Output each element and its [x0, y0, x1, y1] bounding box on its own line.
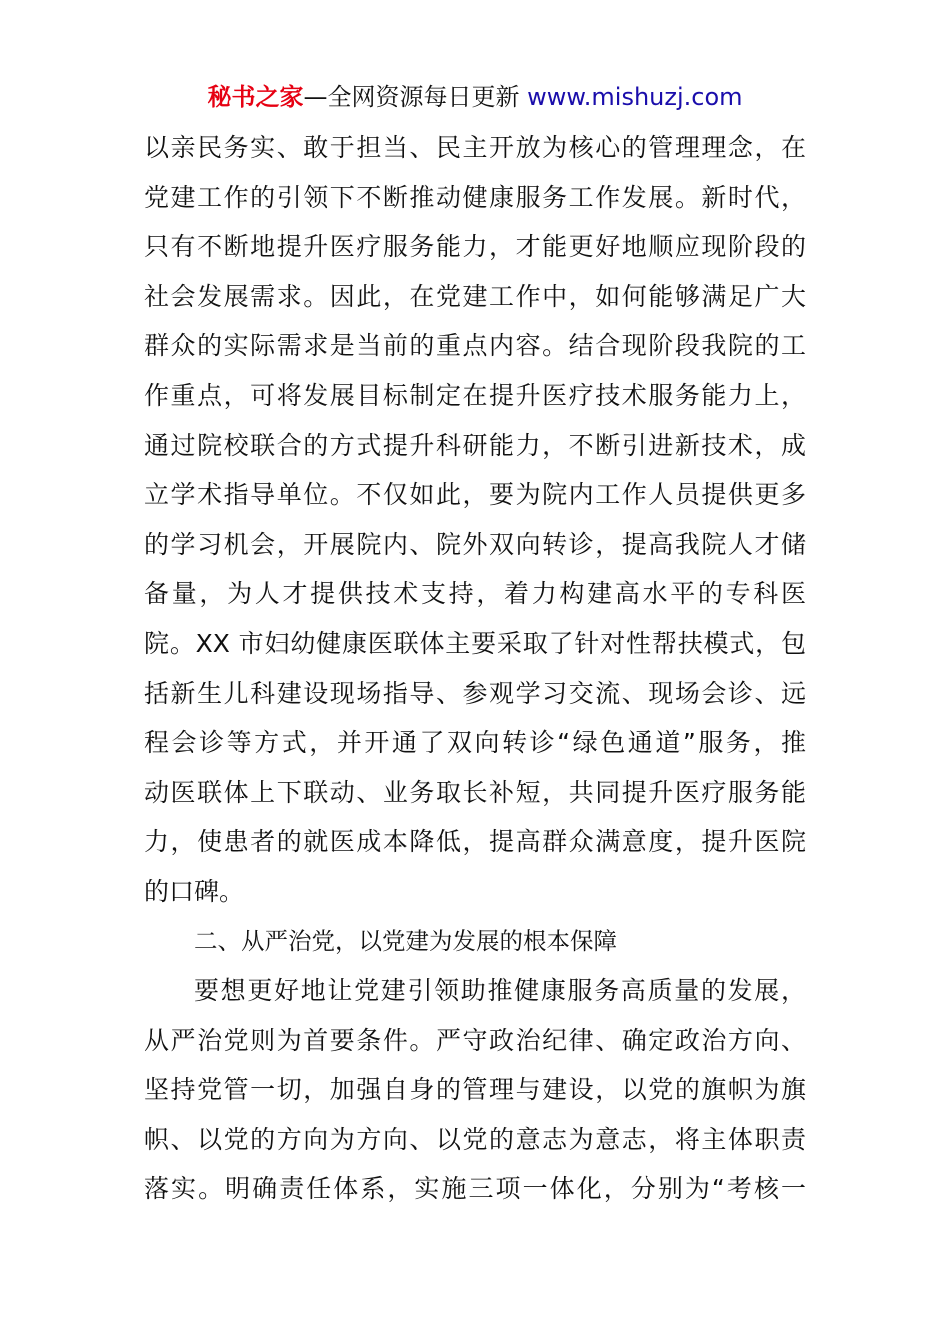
body-line: 坚持党管一切，加强自身的管理与建设，以党的旗帜为旗 [144, 1075, 806, 1105]
paragraph-first-line: 要想更好地让党建引领助推健康服务高质量的发展， [194, 976, 806, 1006]
body-line: 以亲民务实、敢于担当、民主开放为核心的管理理念，在 [144, 133, 806, 162]
body-line: 备量，为人才提供技术支持，着力构建高水平的专科医 [144, 579, 806, 609]
site-header [0, 80, 950, 114]
body-line: 院。XX 市妇幼健康医联体主要采取了针对性帮扶模式，包 [144, 628, 806, 658]
header-tagline: —全网资源每日更新 [303, 83, 520, 111]
body-line: 括新生儿科建设现场指导、参观学习交流、现场会诊、远 [144, 678, 806, 708]
body-line: 立学术指导单位。不仅如此，要为院内工作人员提供更多 [144, 480, 806, 510]
brand-name: 秘书之家 [207, 83, 304, 111]
body-line: 党建工作的引领下不断推动健康服务工作发展。新时代， [144, 182, 806, 212]
section-heading: 二、从严治党，以党建为发展的根本保障 [194, 926, 617, 955]
body-line: 的学习机会，开展院内、院外双向转诊，提高我院人才储 [144, 529, 806, 559]
body-line: 作重点，可将发展目标制定在提升医疗技术服务能力上， [144, 380, 806, 410]
body-line: 社会发展需求。因此，在党建工作中，如何能够满足广大 [144, 281, 806, 311]
document-body [144, 123, 806, 1214]
body-line: 程会诊等方式，并开通了双向转诊“绿色通道”服务，推 [144, 728, 806, 758]
body-line: 通过院校联合的方式提升科研能力，不断引进新技术，成 [144, 430, 806, 460]
body-line: 从严治党则为首要条件。严守政治纪律、确定政治方向、 [144, 1025, 806, 1055]
body-line: 帜、以党的方向为方向、以党的意志为意志，将主体职责 [144, 1124, 806, 1154]
site-url-link[interactable]: www.mishuzj.com [527, 83, 743, 111]
body-line: 动医联体上下联动、业务取长补短，共同提升医疗服务能 [144, 777, 806, 807]
body-line: 只有不断地提升医疗服务能力，才能更好地顺应现阶段的 [144, 232, 806, 262]
body-line: 力，使患者的就医成本降低，提高群众满意度，提升医院 [144, 827, 806, 857]
body-line: 落实。明确责任体系，实施三项一体化，分别为“考核一 [144, 1174, 806, 1204]
body-line: 群众的实际需求是当前的重点内容。结合现阶段我院的工 [144, 331, 806, 361]
body-line: 的口碑。 [144, 876, 245, 906]
